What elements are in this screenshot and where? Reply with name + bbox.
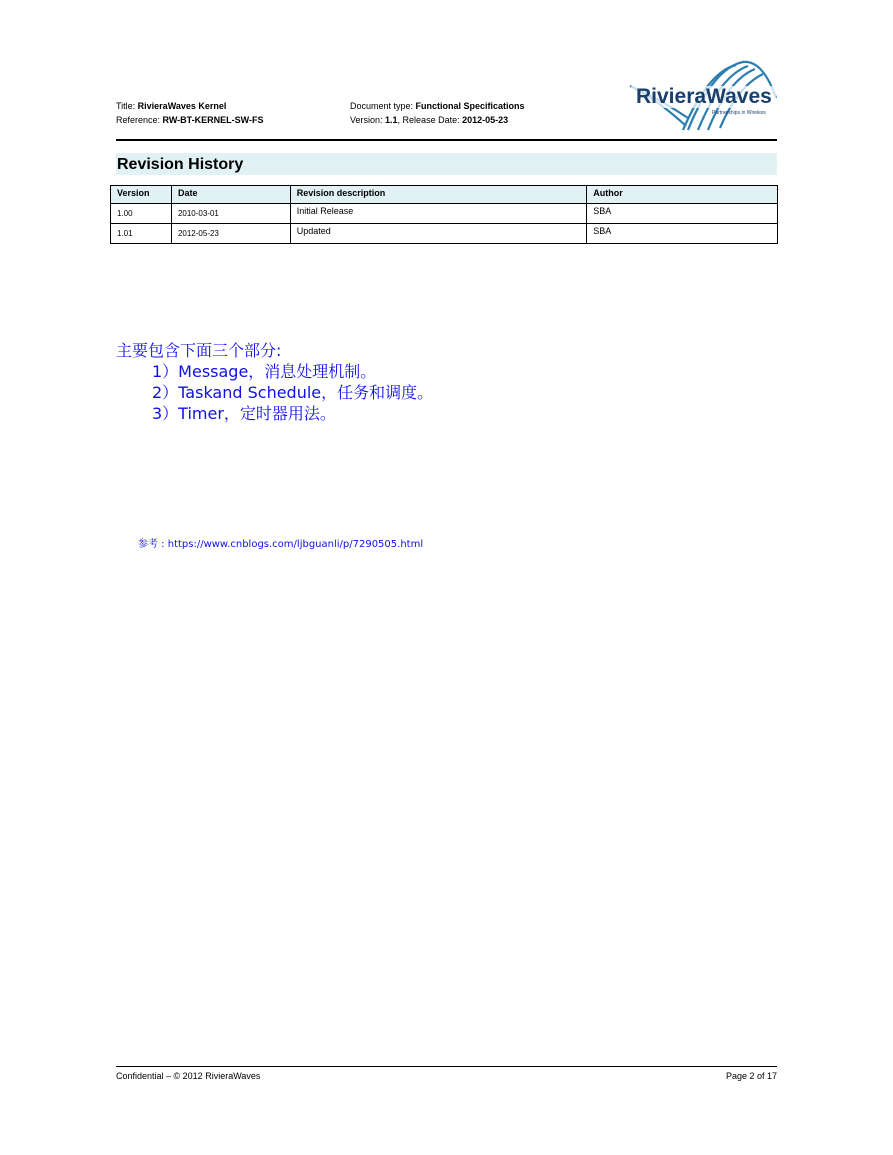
doc-reference-value: RW-BT-KERNEL-SW-FS (162, 115, 264, 125)
doc-title-value: RivieraWaves Kernel (137, 101, 227, 111)
cell-description: Initial Release (290, 204, 587, 224)
col-header-author: Author (587, 186, 778, 204)
footer-page-number: Page 2 of 17 (725, 1071, 777, 1081)
col-header-date: Date (171, 186, 290, 204)
header-divider (116, 139, 777, 141)
footer-divider (116, 1066, 777, 1067)
revision-history-title: Revision History (116, 153, 777, 175)
doc-title-line (116, 99, 264, 113)
doc-version-value: 1.1 (385, 115, 398, 125)
cell-author: SBA (587, 224, 778, 244)
cell-version: 1.00 (111, 204, 172, 224)
reference-link[interactable]: 参考 : https://www.cnblogs.com/ljbguanli/p/7290505.html (138, 539, 424, 550)
col-header-description: Revision description (290, 186, 587, 204)
cell-description: Updated (290, 224, 587, 244)
doc-type-label: Document type: (350, 101, 416, 111)
doc-release-label: , Release Date: (397, 115, 463, 125)
notes-item-schedule: 2）Taskand Schedule，任务和调度。 (152, 383, 434, 402)
notes-block (116, 340, 433, 424)
logo-tagline: Partnerships in Wireless (712, 110, 766, 116)
notes-item-message: 1）Message，消息处理机制。 (152, 362, 377, 381)
notes-item-timer: 3）Timer，定时器用法。 (152, 404, 336, 423)
footer-confidential: Confidential – © 2012 RivieraWaves (116, 1071, 261, 1081)
doc-reference-line (116, 113, 264, 127)
doc-reference-label: Reference: (116, 115, 163, 125)
doc-type-line (350, 99, 525, 113)
doc-release-value: 2012-05-23 (462, 115, 509, 125)
cell-date: 2010-03-01 (171, 204, 290, 224)
doc-version-label: Version: (350, 115, 386, 125)
rivierawaves-logo (628, 58, 778, 132)
revision-table (110, 185, 778, 244)
header-middle (350, 99, 525, 127)
doc-type-value: Functional Specifications (415, 101, 525, 111)
cell-date: 2012-05-23 (171, 224, 290, 244)
col-header-version: Version (111, 186, 172, 204)
cell-author: SBA (587, 204, 778, 224)
revision-table-header (111, 186, 778, 204)
logo-wordmark: RivieraWaves (636, 85, 772, 108)
notes-intro: 主要包含下面三个部分: (116, 341, 282, 360)
table-row (111, 204, 778, 224)
table-row (111, 224, 778, 244)
header-left (116, 99, 264, 127)
doc-version-line (350, 113, 525, 127)
cell-version: 1.01 (111, 224, 172, 244)
doc-title-label: Title: (116, 101, 138, 111)
